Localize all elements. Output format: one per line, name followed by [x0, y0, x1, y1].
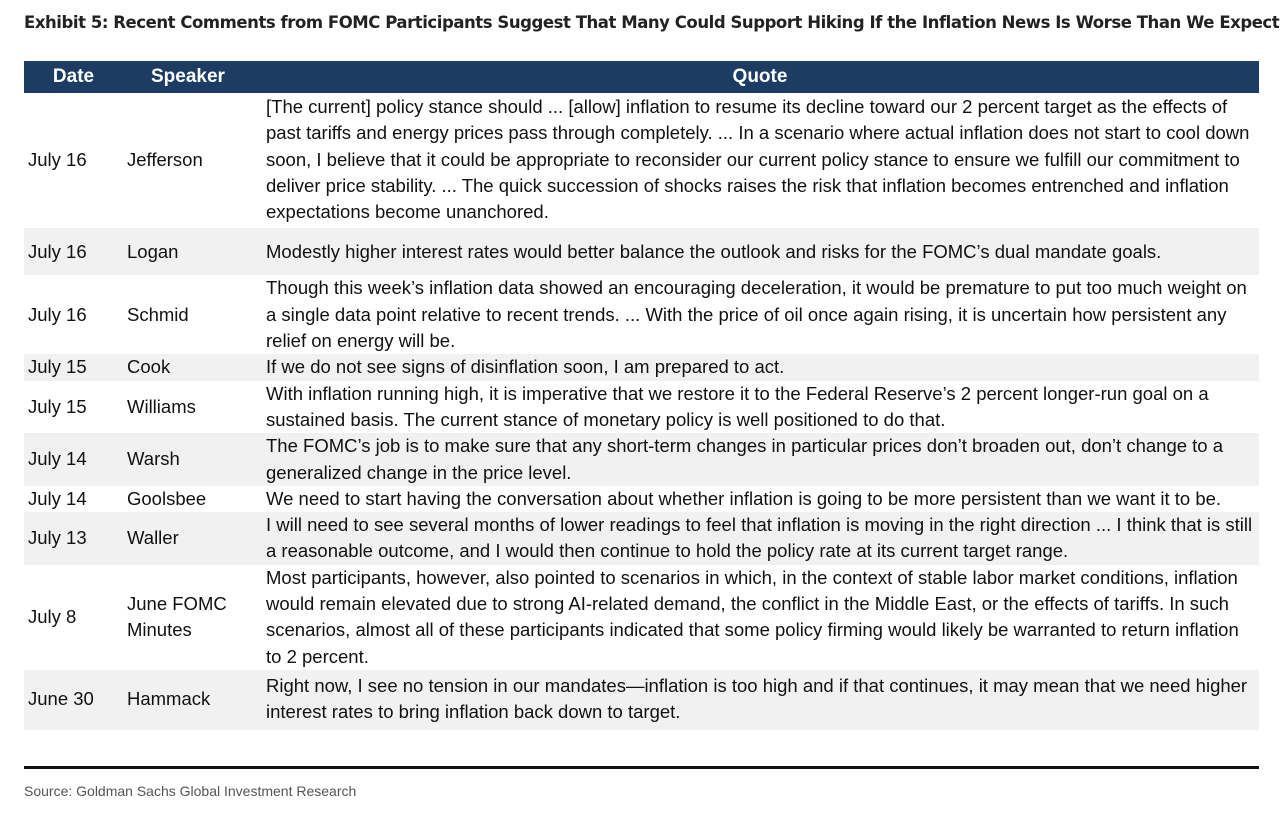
header-row: [24, 61, 1259, 93]
date-cell: July 15: [24, 354, 123, 380]
quote-cell: The FOMC’s job is to make sure that any short-term changes in particular prices don’t broaden out, don’t change to a generalized change in the price level.: [261, 433, 1259, 486]
quote-cell: We need to start having the conversation about whether inflation is going to be more persistent than we want it to be.: [261, 486, 1259, 512]
date-cell: July 13: [24, 512, 123, 565]
table-row: [24, 228, 1259, 275]
speaker-cell: Warsh: [123, 433, 261, 486]
table-bottom-rule: [24, 766, 1259, 769]
column-header-date: Date: [24, 61, 123, 93]
date-cell: July 16: [24, 275, 123, 354]
date-cell: July 14: [24, 433, 123, 486]
speaker-cell: Logan: [123, 228, 261, 275]
table-body: [24, 93, 1259, 730]
speaker-cell: Schmid: [123, 275, 261, 354]
date-cell: June 30: [24, 670, 123, 730]
table-row: [24, 512, 1259, 565]
quote-cell: [The current] policy stance should ... [allow] inflation to resume its decline toward our 2 percent target as the effects of past tariffs and energy prices pass through completely. ... In a scenario where actual inflation does not start to cool down soon, I believe that it could be appropriate to reconsider our current policy stance to ensure we fulfill our commitment to deliver price stability. ... The quick succession of shocks raises the risk that inflation becomes entrenched and inflation expectations become unanchored.: [261, 93, 1259, 228]
fomc-comments-table-container: [24, 61, 1259, 730]
quote-cell: If we do not see signs of disinflation soon, I am prepared to act.: [261, 354, 1259, 380]
quote-cell: I will need to see several months of lower readings to feel that inflation is moving in the right direction ... I think that is still a reasonable outcome, and I would then continue to hold the policy rate at its current target range.: [261, 512, 1259, 565]
fomc-comments-table: [24, 61, 1259, 730]
speaker-cell: Goolsbee: [123, 486, 261, 512]
speaker-cell: June FOMC Minutes: [123, 565, 261, 670]
speaker-cell: Hammack: [123, 670, 261, 730]
speaker-cell: Waller: [123, 512, 261, 565]
table-row: [24, 433, 1259, 486]
table-row: [24, 354, 1259, 380]
speaker-cell: Cook: [123, 354, 261, 380]
quote-cell: Most participants, however, also pointed to scenarios in which, in the context of stable labor market conditions, inflation would remain elevated due to strong AI-related demand, the conflict in the Middle East, or the effects of tariffs. In such scenarios, almost all of these participants indicated that some policy firming would likely be warranted to return inflation to 2 percent.: [261, 565, 1259, 670]
table-row: [24, 93, 1259, 228]
table-row: [24, 486, 1259, 512]
quote-cell: Though this week’s inflation data showed an encouraging deceleration, it would be premature to put too much weight on a single data point relative to recent trends. ... With the price of oil once again rising, it is uncertain how persistent any relief on energy will be.: [261, 275, 1259, 354]
table-row: [24, 381, 1259, 434]
table-row: [24, 275, 1259, 354]
date-cell: July 14: [24, 486, 123, 512]
table-row: [24, 565, 1259, 670]
table-header: [24, 61, 1259, 93]
speaker-cell: Jefferson: [123, 93, 261, 228]
quote-cell: With inflation running high, it is imperative that we restore it to the Federal Reserve’s 2 percent longer-run goal on a sustained basis. The current stance of monetary policy is well positioned to do that.: [261, 381, 1259, 434]
table-row: [24, 670, 1259, 730]
exhibit-title: Exhibit 5: Recent Comments from FOMC Participants Suggest That Many Could Support Hiking If the Inflation News Is Worse Than We Expect: [24, 13, 1280, 32]
date-cell: July 16: [24, 228, 123, 275]
date-cell: July 15: [24, 381, 123, 434]
quote-cell: Modestly higher interest rates would better balance the outlook and risks for the FOMC’s dual mandate goals.: [261, 228, 1259, 275]
quote-cell: Right now, I see no tension in our mandates—inflation is too high and if that continues, it may mean that we need higher interest rates to bring inflation back down to target.: [261, 670, 1259, 730]
date-cell: July 8: [24, 565, 123, 670]
column-header-speaker: Speaker: [123, 61, 261, 93]
source-note: Source: Goldman Sachs Global Investment Research: [24, 783, 357, 799]
speaker-cell: Williams: [123, 381, 261, 434]
column-header-quote: Quote: [261, 61, 1259, 93]
date-cell: July 16: [24, 93, 123, 228]
